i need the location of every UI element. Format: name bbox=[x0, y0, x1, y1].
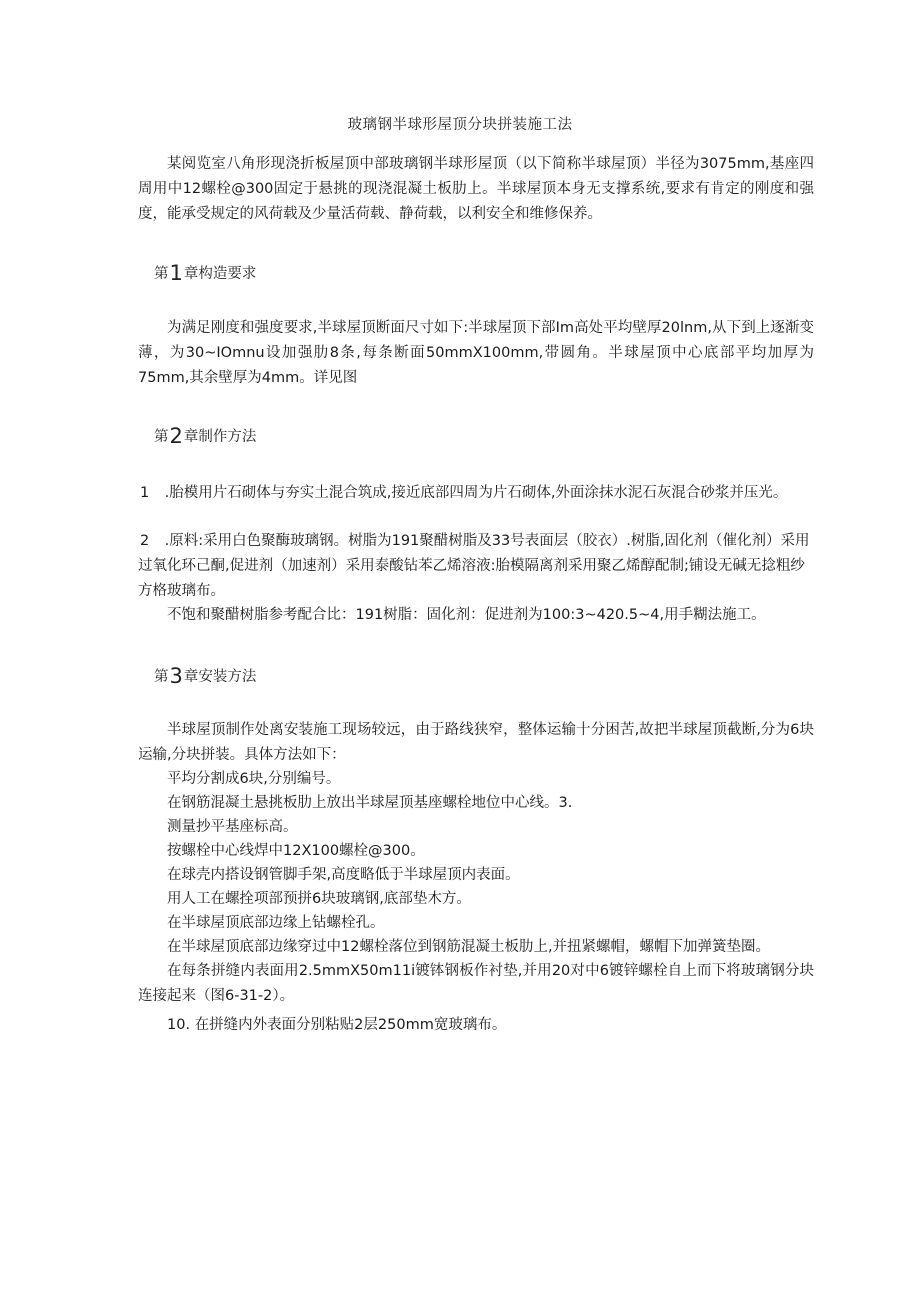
chapter-3-number: 3 bbox=[169, 664, 183, 688]
install-step-7: 在半球屋顶底部边缘上钻螺栓孔。 bbox=[167, 915, 385, 931]
document-title: 玻璃钢半球形屋顶分块拼装施工法 bbox=[347, 117, 573, 133]
install-step-9: 在每条拼缝内表面用2.5mmX50m11i镀钵钢板作衬垫,并用20对中6镀锌螺栓自上而下将玻璃钢分块连接起来（图6-31-2）。 bbox=[138, 963, 814, 1004]
chapter-3-heading bbox=[154, 664, 256, 688]
item-2-text: .原料:采用白色聚酶玻璃钢。树脂为191聚醋树脂及33号表面层（胶衣）.树脂,固化剂（催化剂）采用过氧化环己酮,促进剂（加速剂）采用泰酸钻苯乙烯溶液:胎模隔离剂采用聚乙烯醇配制;铺设无碱无捻粗纱方格玻璃布。 bbox=[138, 533, 810, 599]
chapter-2-prefix: 第 bbox=[154, 429, 169, 445]
install-step-8: 在半球屋顶底部边缘穿过中12螺栓落位到钢筋混凝土板肋上,并扭紧螺帽，螺帽下加弹簧垫圈。 bbox=[167, 939, 771, 955]
chapter-3-title: 章安装方法 bbox=[183, 669, 257, 685]
chapter-2-item-2 bbox=[138, 529, 814, 604]
item-1-number: 1 bbox=[140, 485, 150, 501]
chapter-3-body: 半球屋顶制作处离安装施工现场较远，由于路线狭窄，整体运输十分困苦,故把半球屋顶截断,分为6块运输,分块拼装。具体方法如下： bbox=[138, 722, 814, 763]
install-step-1: 平均分割成6块,分别编号。 bbox=[167, 771, 341, 787]
chapter-2-title: 章制作方法 bbox=[183, 429, 257, 445]
chapter-3-prefix: 第 bbox=[154, 669, 169, 685]
item-1-text: .胎模用片石砌体与夯实土混合筑成,接近底部四周为片石砌体,外面涂抹水泥石灰混合砂浆并压光。 bbox=[160, 485, 788, 501]
chapter-2-heading bbox=[154, 424, 256, 448]
install-step-10: 10. 在拼缝内外表面分别粘贴2层250mm宽玻璃布。 bbox=[167, 1017, 507, 1033]
intro-paragraph: 某阅览室八角形现浇折板屋顶中部玻璃钢半球形屋顶（以下简称半球屋顶）半径为3075mm,基座四周用中12螺栓@300固定于悬挑的现浇混凝土板肋上。半球屋顶本身无支撑系统,要求有肯定的刚度和强度，能承受规定的风荷载及少量活荷载、静荷载，以利安全和维修保养。 bbox=[138, 156, 814, 222]
chapter-1-body: 为满足刚度和强度要求,半球屋顶断面尺寸如下:半球屋顶下部Im高处平均壁厚20lnm,从下到上逐渐变薄，为30~IOmnu设加强肋8条,每条断面50mmX100mm,带圆角。半球屋顶中心底部平均加厚为75mm,其余壁厚为4mm。详见图 bbox=[138, 320, 814, 386]
chapter-1-title: 章构造要求 bbox=[183, 266, 257, 282]
install-step-3: 测量抄平基座标高。 bbox=[167, 819, 298, 835]
install-step-4: 按螺栓中心线焊中12X100螺栓@300。 bbox=[167, 843, 425, 859]
install-step-5: 在球壳内搭设钢管脚手架,高度略低于半球屋顶内表面。 bbox=[167, 867, 520, 883]
resin-ratio-paragraph: 不饱和聚醋树脂参考配合比：191树脂：固化剂：促进剂为100:3~420.5~4,用手糊法施工。 bbox=[167, 607, 766, 623]
install-step-6: 用人工在螺拴项部预拼6块玻璃钢,底部垫木方。 bbox=[167, 891, 471, 907]
install-step-2: 在钢筋混凝土悬挑板肋上放出半球屋顶基座螺栓地位中心线。3. bbox=[167, 795, 573, 811]
chapter-2-item-1 bbox=[138, 481, 814, 506]
chapter-1-prefix: 第 bbox=[154, 266, 169, 282]
chapter-1-number: 1 bbox=[169, 261, 183, 285]
chapter-2-number: 2 bbox=[169, 424, 183, 448]
chapter-1-heading bbox=[154, 261, 256, 285]
item-2-number: 2 bbox=[140, 533, 150, 549]
